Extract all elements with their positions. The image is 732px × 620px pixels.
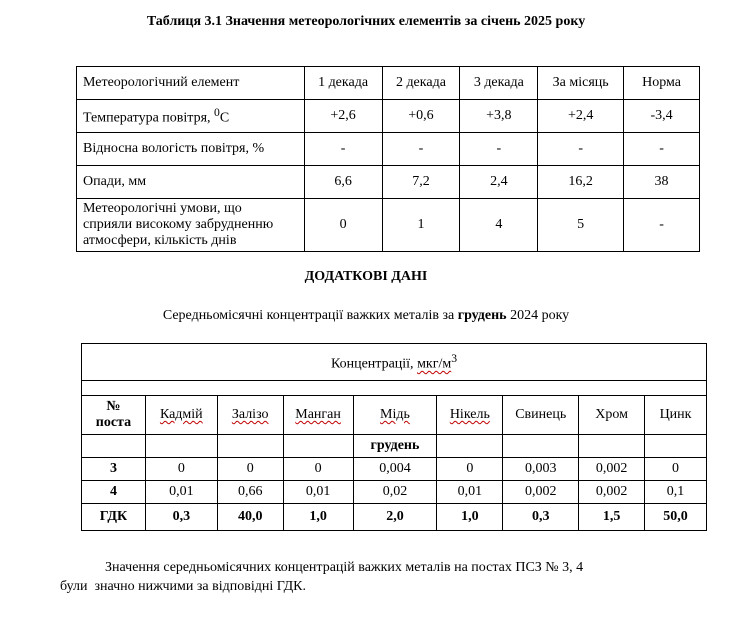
additional-data-title: ДОДАТКОВІ ДАНІ xyxy=(304,269,428,284)
table-cell: 5 xyxy=(538,199,624,252)
table-row xyxy=(82,458,707,481)
empty-cell xyxy=(82,435,146,458)
month-label: грудень xyxy=(353,435,437,458)
header-cell: Норма xyxy=(624,67,700,100)
metal-header: Цинк xyxy=(645,396,707,435)
table-cell: 1,0 xyxy=(437,504,503,531)
table-cell: 4 xyxy=(460,199,538,252)
empty-cell xyxy=(283,435,353,458)
table-cell: 0,66 xyxy=(217,481,283,504)
table-cell: 0 xyxy=(145,458,217,481)
table-cell: 7,2 xyxy=(382,166,460,199)
row-label: Опади, мм xyxy=(77,166,305,199)
table-cell: 16,2 xyxy=(538,166,624,199)
empty-cell xyxy=(437,435,503,458)
table-cell: - xyxy=(460,133,538,166)
table-cell: 0,01 xyxy=(145,481,217,504)
table-row xyxy=(82,481,707,504)
metal-header: Мідь xyxy=(353,396,437,435)
table-cell: 0 xyxy=(437,458,503,481)
table-cell: 0,02 xyxy=(353,481,437,504)
month-row xyxy=(82,435,707,458)
concentration-header: Концентрації, мкг/$м^3$ xyxy=(82,344,707,381)
metal-header: Кадмій xyxy=(145,396,217,435)
meteo-table-header-row xyxy=(77,67,700,100)
header-cell: 3 декада xyxy=(460,67,538,100)
post-number-header: № поста xyxy=(82,396,146,435)
table-cell: 0,002 xyxy=(579,458,645,481)
table-cell: 0,3 xyxy=(503,504,579,531)
post-number: 3 xyxy=(82,458,146,481)
table-cell: 0 xyxy=(304,199,382,252)
table-cell: +2,4 xyxy=(538,100,624,133)
table-cell: +2,6 xyxy=(304,100,382,133)
post-number: 4 xyxy=(82,481,146,504)
empty-cell xyxy=(645,435,707,458)
table-cell: 1 xyxy=(382,199,460,252)
row-label: Відносна вологість повітря, % xyxy=(77,133,305,166)
table-cell: 0 xyxy=(283,458,353,481)
header-cell: Метеорологічний елемент xyxy=(77,67,305,100)
table-cell: 50,0 xyxy=(645,504,707,531)
header-cell: За місяць xyxy=(538,67,624,100)
table-row xyxy=(77,199,700,252)
table-cell: 0,002 xyxy=(579,481,645,504)
table-cell: 0,004 xyxy=(353,458,437,481)
table-cell: - xyxy=(624,133,700,166)
table-cell: 2,4 xyxy=(460,166,538,199)
table-cell: - xyxy=(624,199,700,252)
gdk-label: ГДК xyxy=(82,504,146,531)
empty-row xyxy=(82,381,707,396)
header-cell: 2 декада xyxy=(382,67,460,100)
metals-columns-row xyxy=(82,396,707,435)
table-cell: 0 xyxy=(645,458,707,481)
table-cell: - xyxy=(304,133,382,166)
table-cell: 1,5 xyxy=(579,504,645,531)
table1-title: Таблиця 3.1 Значення метеорологічних елементів за січень 2025 року xyxy=(146,14,586,29)
table-row xyxy=(77,166,700,199)
empty-cell xyxy=(217,435,283,458)
table-row xyxy=(77,100,700,133)
table-cell: 38 xyxy=(624,166,700,199)
metal-header: Залізо xyxy=(217,396,283,435)
table-cell: - xyxy=(538,133,624,166)
note-line-2: були значно нижчими за відповідні ГДК. xyxy=(60,579,306,594)
table-cell: 0,1 xyxy=(645,481,707,504)
metal-header: Нікель xyxy=(437,396,503,435)
metals-table-header-row xyxy=(82,344,707,381)
table-cell: 40,0 xyxy=(217,504,283,531)
table-cell: 2,0 xyxy=(353,504,437,531)
empty-cell xyxy=(145,435,217,458)
table-cell: +0,6 xyxy=(382,100,460,133)
table-cell: 0,002 xyxy=(503,481,579,504)
metal-header: Хром xyxy=(579,396,645,435)
gdk-row xyxy=(82,504,707,531)
table-cell: 0,01 xyxy=(283,481,353,504)
empty-cell xyxy=(579,435,645,458)
table-cell: -3,4 xyxy=(624,100,700,133)
table-cell: 0,01 xyxy=(437,481,503,504)
empty-cell xyxy=(503,435,579,458)
meteo-table xyxy=(76,66,700,252)
row-label: Температура повітря, $^0$C xyxy=(77,100,305,133)
table-cell: 1,0 xyxy=(283,504,353,531)
metals-table xyxy=(81,343,707,531)
table-cell: 0,3 xyxy=(145,504,217,531)
table-cell: 0 xyxy=(217,458,283,481)
table-row xyxy=(77,133,700,166)
table-cell: 6,6 xyxy=(304,166,382,199)
empty-cell xyxy=(82,381,707,396)
table-cell: 0,003 xyxy=(503,458,579,481)
metal-header: Манган xyxy=(283,396,353,435)
metal-header: Свинець xyxy=(503,396,579,435)
row-label: Метеорологічні умови, що сприяли високому забрудненню атмосфери, кількість днів xyxy=(77,199,305,252)
header-cell: 1 декада xyxy=(304,67,382,100)
table-cell: - xyxy=(382,133,460,166)
metals-subtitle: Середньомісячні концентрації важких металів за грудень 2024 року xyxy=(162,308,570,323)
note-line-1: Значення середньомісячних концентрацій важких металів на постах ПСЗ № 3, 4 xyxy=(105,560,584,575)
table-cell: +3,8 xyxy=(460,100,538,133)
